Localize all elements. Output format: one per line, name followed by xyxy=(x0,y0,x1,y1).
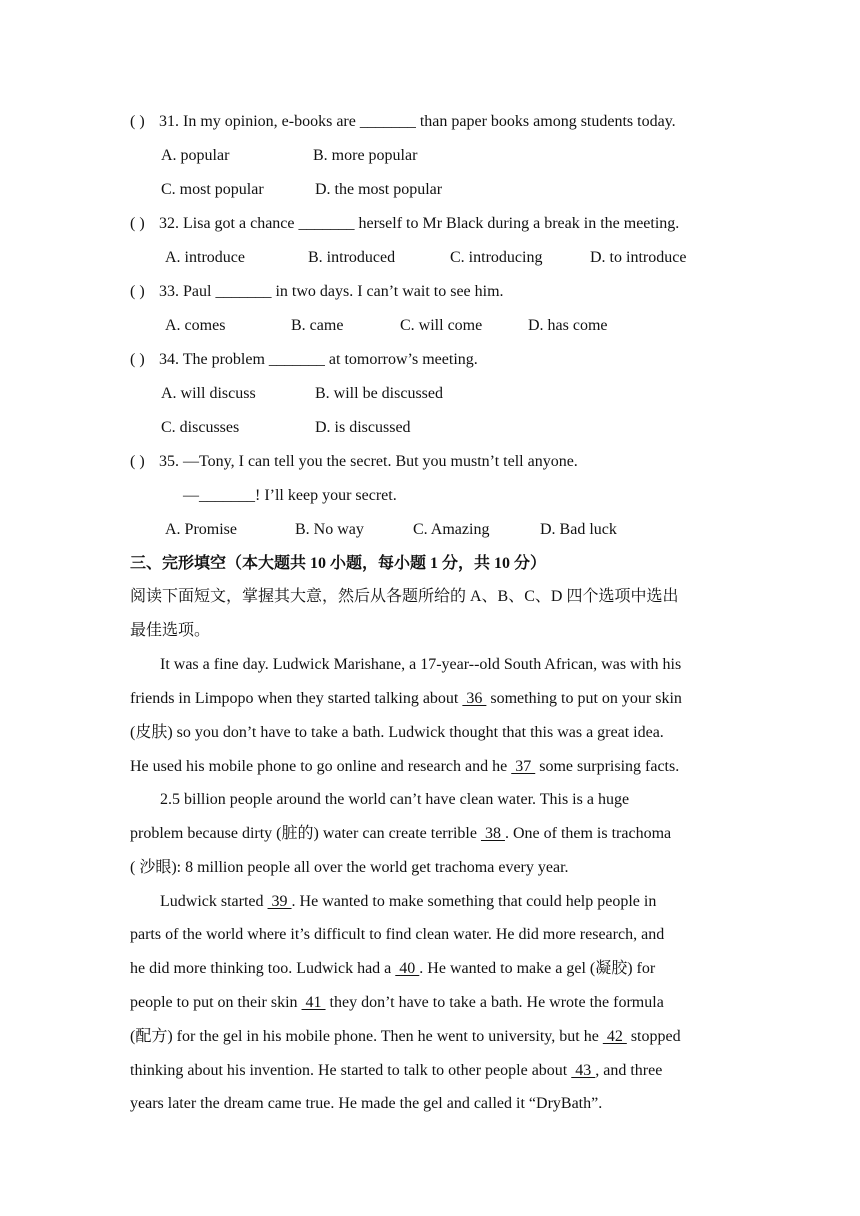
option-c: C. Amazing xyxy=(413,521,490,538)
option-c: C. introducing xyxy=(450,249,543,266)
passage-line xyxy=(130,757,679,777)
passage-text: stopped xyxy=(626,1028,681,1045)
blank-40: 40 xyxy=(395,960,420,977)
passage-line xyxy=(130,689,682,709)
question-text: 34. The problem _______ at tomorrow’s meeting. xyxy=(159,351,478,368)
passage-text: (配方) for the gel in his mobile phone. Then he went to university, but he xyxy=(130,1028,603,1045)
passage-line: ( 沙眼): 8 million people all over the world get trachoma every year. xyxy=(130,859,569,876)
passage-line: 2.5 billion people around the world can’t have clean water. This is a huge xyxy=(160,791,630,808)
question-text: 32. Lisa got a chance _______ herself to Mr Black during a break in the meeting. xyxy=(159,215,680,232)
passage-text: problem because dirty (脏的) water can create terrible xyxy=(130,825,481,842)
option-b: B. No way xyxy=(295,521,364,538)
section-instruction: 最佳选项。 xyxy=(130,622,211,639)
passage-line xyxy=(130,1061,662,1081)
passage-text: He used his mobile phone to go online and research and he xyxy=(130,758,512,775)
answer-bracket: ( ) xyxy=(130,283,145,300)
passage-line xyxy=(160,892,656,912)
passage-text: , and three xyxy=(595,1062,663,1079)
option-c: C. most popular xyxy=(161,181,264,198)
section-heading: 三、完形填空（本大题共 10 小题，每小题 1 分，共 10 分） xyxy=(130,555,547,572)
option-a: A. comes xyxy=(165,317,226,334)
question-text: 31. In my opinion, e-books are _______ than paper books among students today. xyxy=(159,113,676,130)
option-d: D. is discussed xyxy=(315,419,411,436)
passage-line xyxy=(130,959,655,979)
passage-text: . He wanted to make something that could help people in xyxy=(291,893,657,910)
passage-line: parts of the world where it’s difficult to find clean water. He did more research, and xyxy=(130,926,665,943)
option-d: D. to introduce xyxy=(590,249,687,266)
passage-text: some surprising facts. xyxy=(535,758,680,775)
option-b: B. introduced xyxy=(308,249,396,266)
option-c: C. discusses xyxy=(161,419,240,436)
option-b: B. more popular xyxy=(313,147,418,164)
section-instruction: 阅读下面短文，掌握其大意，然后从各题所给的 A、B、C、D 四个选项中选出 xyxy=(130,588,679,605)
answer-bracket: ( ) xyxy=(130,351,145,368)
passage-text: something to put on your skin xyxy=(486,690,682,707)
passage-text: . He wanted to make a gel (凝胶) for xyxy=(419,960,656,977)
passage-text: they don’t have to take a bath. He wrote the formula xyxy=(325,994,664,1011)
answer-bracket: ( ) xyxy=(130,113,145,130)
passage-text: friends in Limpopo when they started talking about xyxy=(130,690,463,707)
passage-line xyxy=(130,824,671,844)
blank-39: 39 xyxy=(267,893,292,910)
option-a: A. popular xyxy=(161,147,230,164)
option-b: B. came xyxy=(291,317,344,334)
blank-36: 36 xyxy=(462,690,487,707)
passage-text: . One of them is trachoma xyxy=(504,825,672,842)
option-d: D. Bad luck xyxy=(540,521,617,538)
option-b: B. will be discussed xyxy=(315,385,443,402)
question-text: 35. —Tony, I can tell you the secret. But you mustn’t tell anyone. xyxy=(159,453,578,470)
answer-bracket: ( ) xyxy=(130,215,145,232)
option-c: C. will come xyxy=(400,317,483,334)
option-d: D. has come xyxy=(528,317,608,334)
passage-text: thinking about his invention. He started to talk to other people about xyxy=(130,1062,572,1079)
blank-41: 41 xyxy=(301,994,326,1011)
answer-bracket: ( ) xyxy=(130,453,145,470)
passage-text: Ludwick started xyxy=(160,893,268,910)
passage-line: It was a fine day. Ludwick Marishane, a 17-year--old South African, was with his xyxy=(160,656,682,673)
passage-line: (皮肤) so you don’t have to take a bath. Ludwick thought that this was a great idea. xyxy=(130,724,664,741)
option-d: D. the most popular xyxy=(315,181,443,198)
passage-text: people to put on their skin xyxy=(130,994,302,1011)
blank-42: 42 xyxy=(602,1028,627,1045)
blank-38: 38 xyxy=(480,825,505,842)
reply-text: —_______! I’ll keep your secret. xyxy=(183,487,397,504)
passage-line xyxy=(130,1027,681,1047)
blank-37: 37 xyxy=(511,758,536,775)
option-a: A. will discuss xyxy=(161,385,256,402)
option-a: A. introduce xyxy=(165,249,245,266)
passage-text: he did more thinking too. Ludwick had a xyxy=(130,960,396,977)
passage-line xyxy=(130,993,664,1013)
blank-43: 43 xyxy=(571,1062,596,1079)
option-a: A. Promise xyxy=(165,521,237,538)
passage-line: years later the dream came true. He made the gel and called it “DryBath”. xyxy=(130,1095,603,1112)
question-text: 33. Paul _______ in two days. I can’t wait to see him. xyxy=(159,283,504,300)
